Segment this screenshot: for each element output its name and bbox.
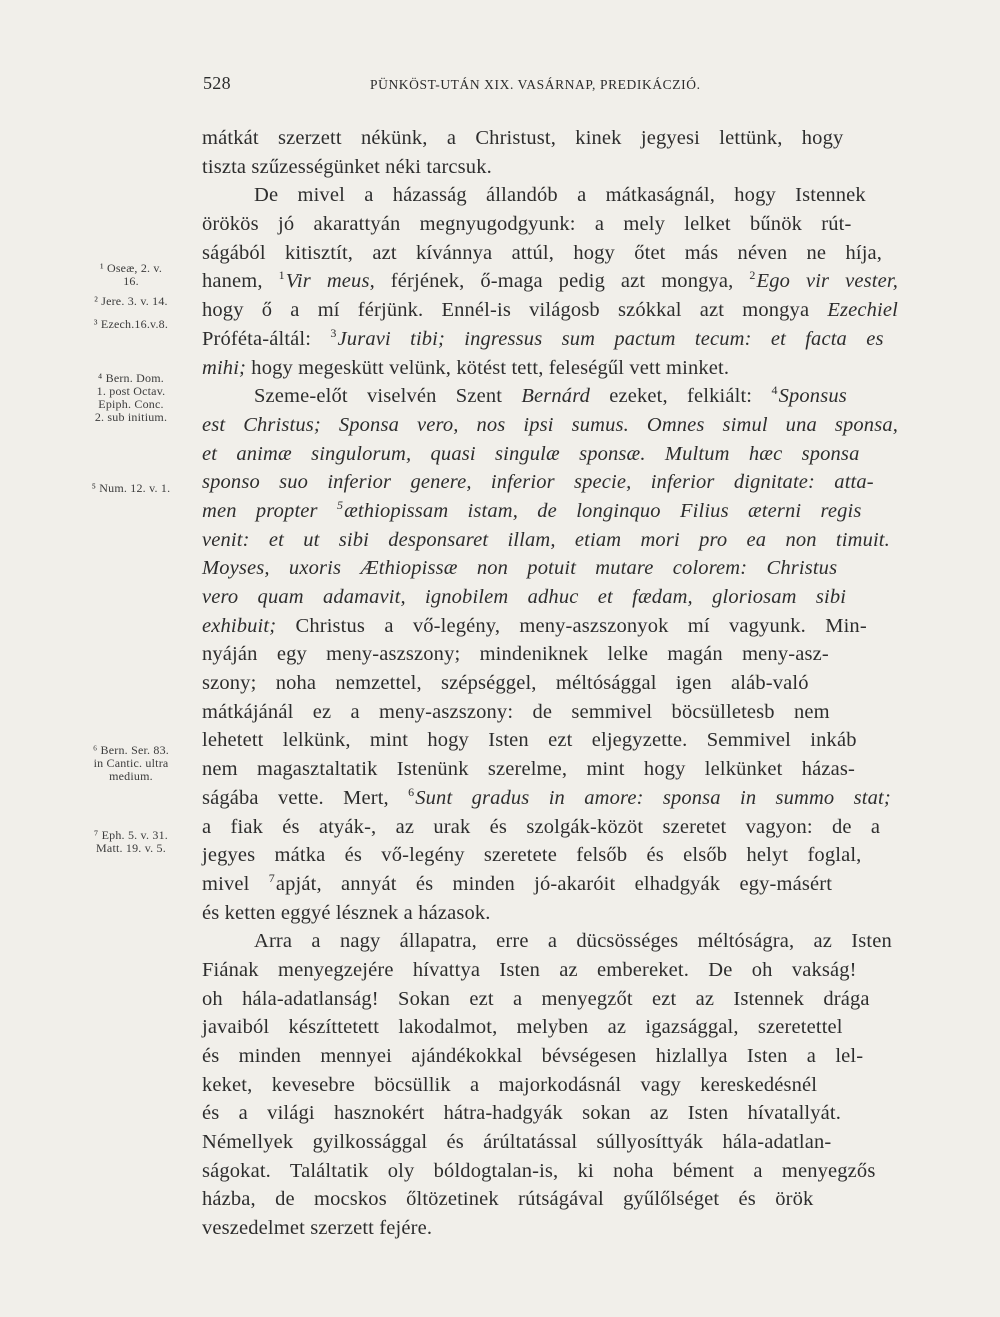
margin-note-oseae: ¹ Oseæ, 2. v. 16. xyxy=(99,261,163,288)
text-line: hanem, $^1$Vir meus, férjének, ő-maga pedig azt mongya, $^2$Ego vir vester, xyxy=(202,268,898,293)
text-line: Fiának menyegzejére hívattya Isten az embereket. De oh vakság! xyxy=(202,958,857,981)
margin-note-bern-dom: ⁴ Bern. Dom. 1. post Octav. Epiph. Conc. 2. sub initium. xyxy=(94,371,168,424)
text-line: házba, de mocskos őltözetinek rútságával gyűlőlséget és örök xyxy=(202,1188,814,1211)
text-line: Szeme-előt viselvén Szent Bernárd ezeket, felkiált: $^4$Sponsus xyxy=(254,383,847,408)
text-line: nem magasztaltatik Istenünk szerelme, mint hogy lelkünket házas- xyxy=(202,758,855,781)
text-line: est Christus; Sponsa vero, nos ipsi sumus. Omnes simul una sponsa, xyxy=(202,413,898,436)
text-line: mivel $^7$apját, annyát és minden jó-akaróit elhadgyák egy-másért xyxy=(202,870,833,895)
page-number: 528 xyxy=(203,73,231,93)
text-line: mihi; hogy megeskütt velünk, kötést tett, feleségűl vett minket. xyxy=(202,356,730,379)
text-line: exhibuit; Christus a vő-legény, meny-aszszonyok mí vagyunk. Min- xyxy=(202,614,867,637)
body-text xyxy=(202,124,898,1243)
text-line: mátkájánál ez a meny-aszszony: de semmivel böcsülletesb nem xyxy=(202,700,830,723)
text-line: et animæ singulorum, quasi singulæ sponsæ. Multum hæc sponsa xyxy=(202,442,860,465)
text-line: sponso suo inferior genere, inferior specie, inferior dignitate: atta- xyxy=(202,471,874,494)
margin-note-ezech: ³ Ezech.16.v.8. xyxy=(93,317,169,331)
text-line: keket, kevesebre böcsüllik a majorkodásnál vagy kereskedésnél xyxy=(202,1073,818,1096)
text-line: örökös jó akarattyán megnyugodgyunk: a mely lelket bűnök rút- xyxy=(202,213,852,236)
text-line: Arra a nagy állapatra, erre a dücsösséges méltóságra, az Isten xyxy=(254,930,892,953)
text-line: Némellyek gyilkossággal és árúltatással súllyosíttyák hála-adatlan- xyxy=(202,1131,832,1154)
text-line: jegyes mátka és vő-legény szeretete felsőb és elsőb helyt foglal, xyxy=(202,844,862,867)
margin-note-jere: ² Jere. 3. v. 14. xyxy=(94,294,168,308)
text-line: szony; noha nemzettel, szépséggel, méltósággal igen aláb-való xyxy=(202,672,809,695)
text-line: lehetett lelkünk, mint hogy Isten ezt eljegyzette. Semmivel inkáb xyxy=(202,729,857,752)
margin-note-eph: ⁷ Eph. 5. v. 31. Matt. 19. v. 5. xyxy=(94,828,168,855)
margin-notes xyxy=(0,0,200,1317)
margin-note-num: ⁵ Num. 12. v. 1. xyxy=(91,481,171,495)
text-line: ságába vette. Mert, $^6$Sunt gradus in amore: sponsa in summo stat; xyxy=(202,784,891,809)
text-line: a fiak és atyák-, az urak és szolgák-közöt szeretet vagyon: de a xyxy=(202,815,881,838)
text-line: men propter $^5$æthiopissam istam, de longinquo Filius æterni regis xyxy=(202,497,862,522)
text-line: tiszta szűzességünket néki tarcsuk. xyxy=(202,155,492,178)
text-line: vero quam adamavit, ignobilem adhuc et fædam, gloriosam sibi xyxy=(202,586,847,608)
text-line: veszedelmet szerzett fejére. xyxy=(202,1217,433,1240)
text-line: és a világi hasznokért hátra-hadgyák sokan az Isten hívatallyát. xyxy=(202,1102,842,1125)
margin-note-bern-ser: ⁶ Bern. Ser. 83. in Cantic. ultra medium. xyxy=(92,743,170,783)
text-line: és ketten eggyé lésznek a házasok. xyxy=(202,901,491,924)
text-line: ságából kitisztít, azt kívánnya attúl, hogy őtet más néven ne híja, xyxy=(202,241,883,264)
text-line: hogy ő a mí férjünk. Ennél-is világosb szókkal azt mongya Ezechiel xyxy=(202,299,898,322)
running-title: PÜNKÖST-UTÁN XIX. VASÁRNAP, PREDIKÁCZIÓ. xyxy=(370,77,701,92)
text-line: mátkát szerzett nékünk, a Christust, kinek jegyesi lettünk, hogy xyxy=(202,127,844,149)
text-line: nyáján egy meny-aszszony; mindeniknek lelke magán meny-asz- xyxy=(202,643,829,666)
text-line: Próféta-áltál: $^3$Juravi tibi; ingressus sum pactum tecum: et facta es xyxy=(202,325,884,350)
text-line: De mivel a házasság állandób a mátkaságnál, hogy Istennek xyxy=(254,184,866,207)
text-line: és minden mennyei ajándékokkal bévségesen hizlallya Isten a lel- xyxy=(202,1045,864,1067)
text-line: javaiból készíttetett lakodalmot, melyben az igazsággal, szeretettel xyxy=(202,1016,843,1039)
text-line: ságokat. Találtatik oly bóldogtalan-is, ki noha bément a menyegzős xyxy=(202,1159,876,1182)
text-line: oh hála-adatlanság! Sokan ezt a menyegzőt ezt az Istennek drága xyxy=(202,987,870,1010)
text-line: venit: et ut sibi desponsaret illam, etiam mori pro ea non timuit. xyxy=(202,528,890,551)
text-line: Moyses, uxoris Æthiopissæ non potuit mutare colorem: Christus xyxy=(202,557,838,580)
